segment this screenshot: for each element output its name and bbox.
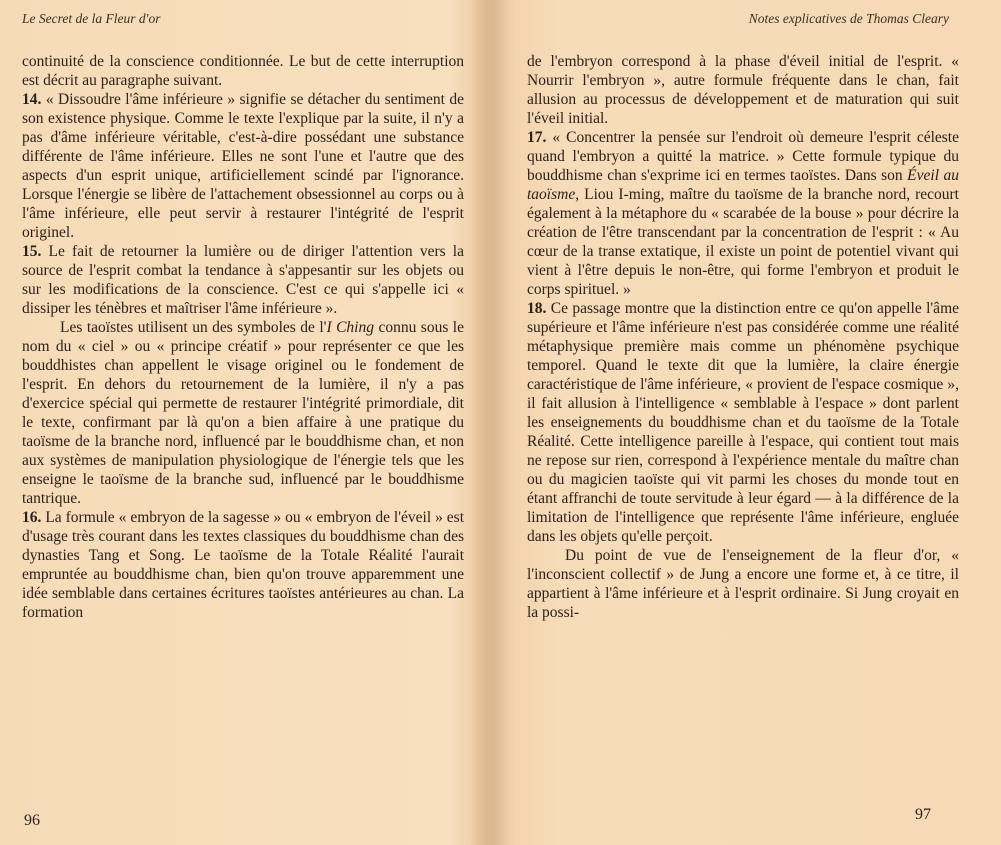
paragraph-text: connu sous le nom du « ciel » ou « principe créatif » pour représenter ce que les bouddhistes chan appellent le visage originel ou le fondement de l'esprit. En dehors du retournement de la lumière, il n'y a pas d'exercice spécial qui permette de restaurer l'intégrité primordiale, dit le texte, confirmant par là qu'on a bien affaire à une pratique du taoïsme de la branche nord, influencé par le bouddhisme chan, et non aux systèmes de manipulation physiologique de l'énergie tels que les enseigne le taoïsme de la branche sud, influencé par le bouddhisme tantrique. [22,319,464,507]
left-page [0,0,492,845]
book-title-i-ching: I Ching [326,319,374,336]
left-text-block [22,52,464,622]
right-text-block [527,52,959,622]
note-number: 15. [22,243,42,260]
paragraph-text: Les taoïstes utilisent un des symboles de l' [60,319,327,336]
note-16 [22,508,464,622]
right-page [492,0,1001,845]
note-number: 18. [527,300,547,317]
left-paragraph-taoistes [22,318,464,508]
left-page-number: 96 [24,812,40,829]
note-17 [527,128,959,299]
book-title-eveil-au-taoisme: Éveil au taoïsme [527,167,959,203]
note-text: « Concentrer la pensée sur l'endroit où demeure l'esprit céleste quand l'embryon a quitté la matrice. » Cette formule typique du bouddhisme chan s'exprime ici en termes taoïstes. Dans son [527,129,959,184]
note-text: , Liou I-ming, maître du taoïsme de la branche nord, recourt également à la métaphore du « scarabée de la bouse » pour décrire la création de l'être transcendant par la concentration de l'esprit : « Au cœur de la transe extatique, il existe un point de potentiel vivant qui vient à l'être depuis le non-être, qui forme l'embryon et produit le corps spirituel. » [527,186,959,298]
right-paragraph-1 [527,52,959,128]
note-text: La formule « embryon de la sagesse » ou « embryon de l'éveil » est d'usage très courant dans les textes classiques du bouddhisme chan des dynasties Tang et Song. Le taoïsme de la Totale Réalité l'aurait empruntée au bouddhisme chan, bien qu'on trouve apparemment une idée semblable dans certaines écritures taoïstes antérieures au chan. La formation [22,509,465,621]
left-running-head: Le Secret de la Fleur d'or [22,11,161,26]
note-text: « Dissoudre l'âme inférieure » signifie se détacher du sentiment de son existence physique. Comme le texte l'explique par la suite, il n'y a pas d'âme inférieure véritable, c'est-à-dire possédant une substance différente de l'âme inférieure. Elles ne sont l'une et l'autre que des aspects d'un esprit unique, artificiellement scindé par l'ignorance. Lorsque l'énergie se libère de l'attachement obsessionnel au corps ou à l'âme inférieure, elle peut servir à restaurer l'intégrité de l'esprit originel. [22,91,465,241]
note-text: Le fait de retourner la lumière ou de diriger l'attention vers la source de l'esprit combat la tendance à s'appesantir sur les objets ou sur les modifications de la conscience. C'est ce qui s'appelle ici « dissiper les ténèbres et maîtriser l'âme inférieure ». [22,243,464,317]
note-number: 14. [22,91,42,108]
right-page-number: 97 [915,806,931,823]
right-paragraph-jung [527,546,959,622]
note-number: 17. [527,129,547,146]
right-running-head: Notes explicatives de Thomas Cleary [748,11,949,26]
note-text: Ce passage montre que la distinction entre ce qu'on appelle l'âme supérieure et l'âme inférieure n'est pas considérée comme une réalité métaphysique première mais comme un phénomène psychique temporel. Quand le texte dit que la lumière, la claire énergie caractéristique de l'âme inférieure, « provient de l'espace cosmique », il fait allusion à l'intelligence « semblable à l'espace » dont parlent les enseignements du bouddhisme chan et du taoïsme de la Totale Réalité. Cette intelligence pareille à l'espace, qui contient tout mais ne repose sur rien, correspond à l'expérience mentale du maître chan ou du magicien taoïste qui vit parmi les choses du monde tout en étant affranchi de toute servitude à leur égard — à la différence de la limitation de l'intelligence que représente l'âme inférieure, engluée dans les objets qu'elle perçoit. [527,300,960,545]
paragraph-text: Du point de vue de l'enseignement de la fleur d'or, « l'inconscient collectif » de Jung a encore une forme et, à ce titre, il appartient à l'âme inférieure et à l'esprit ordinaire. Si Jung croyait en la possi- [527,547,959,621]
note-number: 16. [22,509,42,526]
left-paragraph-1 [22,52,464,90]
note-15 [22,242,464,318]
note-14 [22,90,464,242]
note-18 [527,299,959,546]
paragraph-text: continuité de la conscience conditionnée. Le but de cette interruption est décrit au paragraphe suivant. [22,53,464,89]
paragraph-text: de l'embryon correspond à la phase d'éveil initial de l'esprit. « Nourrir l'embryon », autre formule fréquente dans le chan, fait allusion au processus de développement et de maturation qui suit l'éveil initial. [527,53,959,127]
